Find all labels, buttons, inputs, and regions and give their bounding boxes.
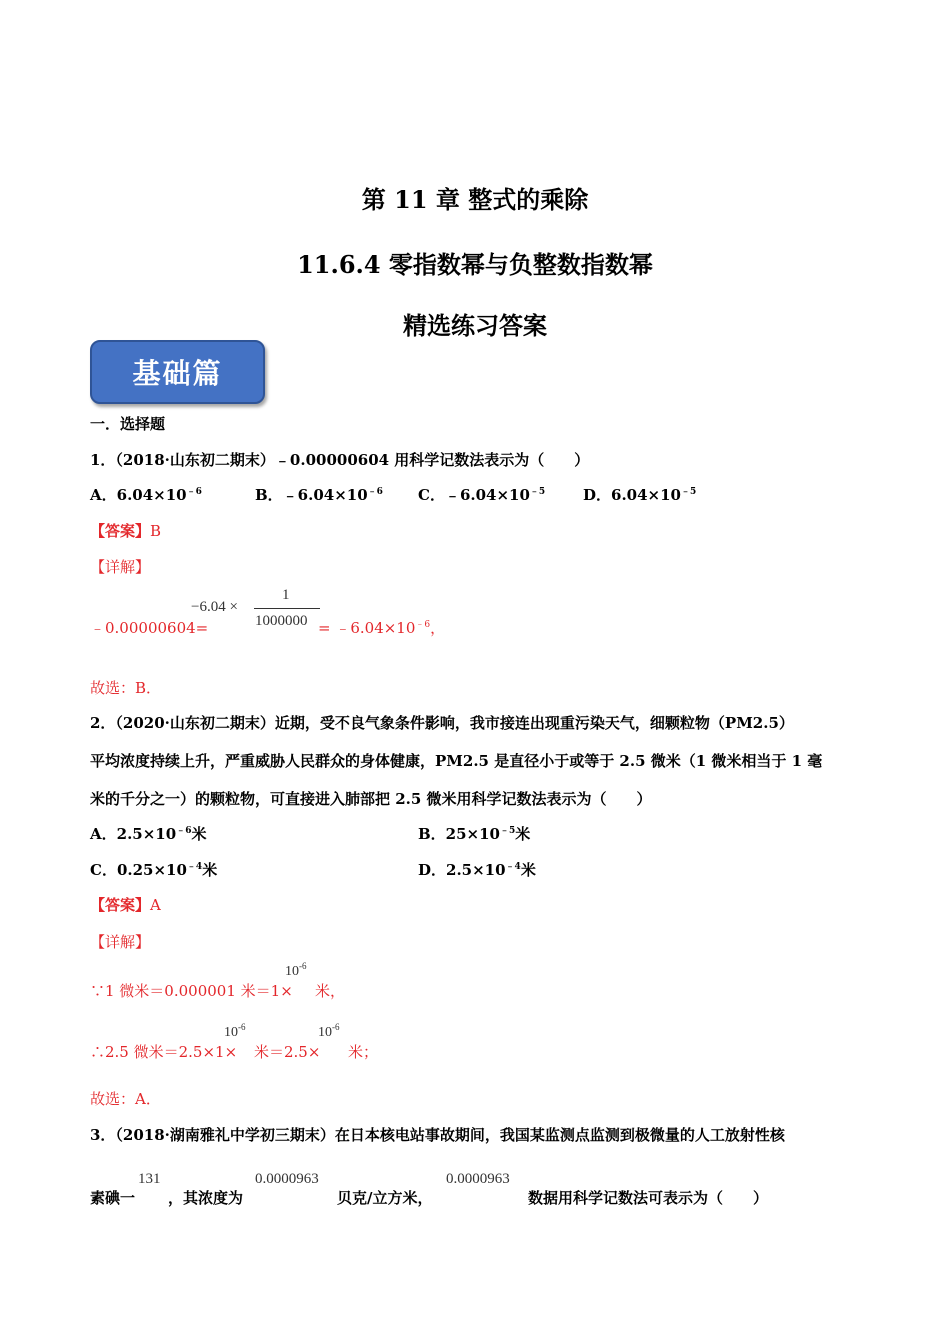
level-badge: 基础篇 [90,340,265,404]
q1-calc-left: ﹣0.00000604= [90,619,209,637]
q2-detail-tag: 【详解】 [90,933,151,951]
q2-step2-mid: 米＝2.5× [254,1043,321,1061]
q1-frac-prefix: −6.04 × [191,599,238,615]
q3-seg-3: 贝克/立方米， [337,1189,433,1207]
page-subtitle: 精选练习答案 [403,311,547,340]
q3-seg-1: 素碘一 [90,1189,136,1207]
q2-line-2: 平均浓度持续上升，严重威胁人民群众的身体健康，PM2.5 是直径小于或等于 2.5 微米（1 微米相当于 1 毫 [90,752,823,770]
q1-stem: 1．（2018·山东初二期末）﹣0.00000604 用科学记数法表示为（ ） [90,451,590,469]
q1-option-a: A．$6.04\times 10^{﹣6}$ [90,486,202,504]
q2-answer [90,894,161,915]
q2-option-a: A．$2.5\times 10^{﹣6}$米 [90,825,207,843]
answer-value: B [150,522,162,540]
q3-seg-4: 数据用科学记数法可表示为（ ） [528,1189,769,1207]
answer-tag: 【答案】 [90,522,151,540]
q1-option-c: C．$﹣6.04\times 10^{﹣5}$ [418,486,546,504]
chapter-title: 第 11 章 整式的乘除 [361,185,589,214]
q2-line-3: 米的千分之一）的颗粒物，可直接进入肺部把 2.5 微米用科学记数法表示为（ ） [90,790,652,808]
q1-detail-tag: 【详解】 [90,558,151,576]
q2-step1-text: ∵1 微米＝0.000001 米＝1× [90,982,293,1000]
q2-step2-power-2: $10^{-6}$ [318,1022,340,1040]
q1-answer [90,520,161,541]
q2-line-1: 2．（2020·山东初二期末）近期，受不良气象条件影响，我市接连出现重污染天气，细颗粒物（PM2.5） [90,714,794,732]
q3-concentration-1: 0.0000963 [255,1171,319,1187]
answer-tag: 【答案】 [90,896,151,914]
q1-option-b: B．$﹣6.04\times 10^{﹣6}$ [255,486,383,504]
q2-option-c: C．$0.25\times 10^{﹣4}$米 [90,861,218,879]
q2-option-b: B．$25\times 10^{﹣5}$米 [418,825,531,843]
q1-frac-den: 1000000 [255,613,308,629]
answer-value: A [150,896,161,914]
q2-step1-unit: 米， [315,982,346,1000]
q2-conclusion: 故选：A． [90,1090,161,1108]
q3-concentration-2: 0.0000963 [446,1171,510,1187]
q2-step2-power-1: $10^{-6}$ [224,1022,246,1040]
q2-step2-text: ∴2.5 微米＝2.5×1× [90,1043,238,1061]
q3-line-1: 3．（2018·湖南雅礼中学初三期末）在日本核电站事故期间，我国某监测点监测到极微量的人工放射性核 [90,1126,785,1144]
q1-conclusion: 故选：B． [90,679,162,697]
q2-option-d: D．$2.5\times 10^{﹣4}$米 [418,861,536,879]
part-heading: 一．选择题 [90,415,166,433]
q1-frac-num: 1 [282,587,290,603]
q1-option-d: D．$6.04\times 10^{﹣5}$ [583,486,697,504]
section-title: 11.6.4 零指数幂与负整数指数幂 [297,250,653,279]
fraction-bar [254,608,320,609]
q1-calc-right: = $﹣6.04\times 10^{﹣6}$， [318,619,446,637]
q3-isotope-number: 131 [138,1171,161,1187]
q3-seg-2: ，其浓度为 [168,1189,244,1207]
q2-step2-unit: 米； [348,1043,379,1061]
q2-step1-power: $10^{-6}$ [285,961,307,979]
